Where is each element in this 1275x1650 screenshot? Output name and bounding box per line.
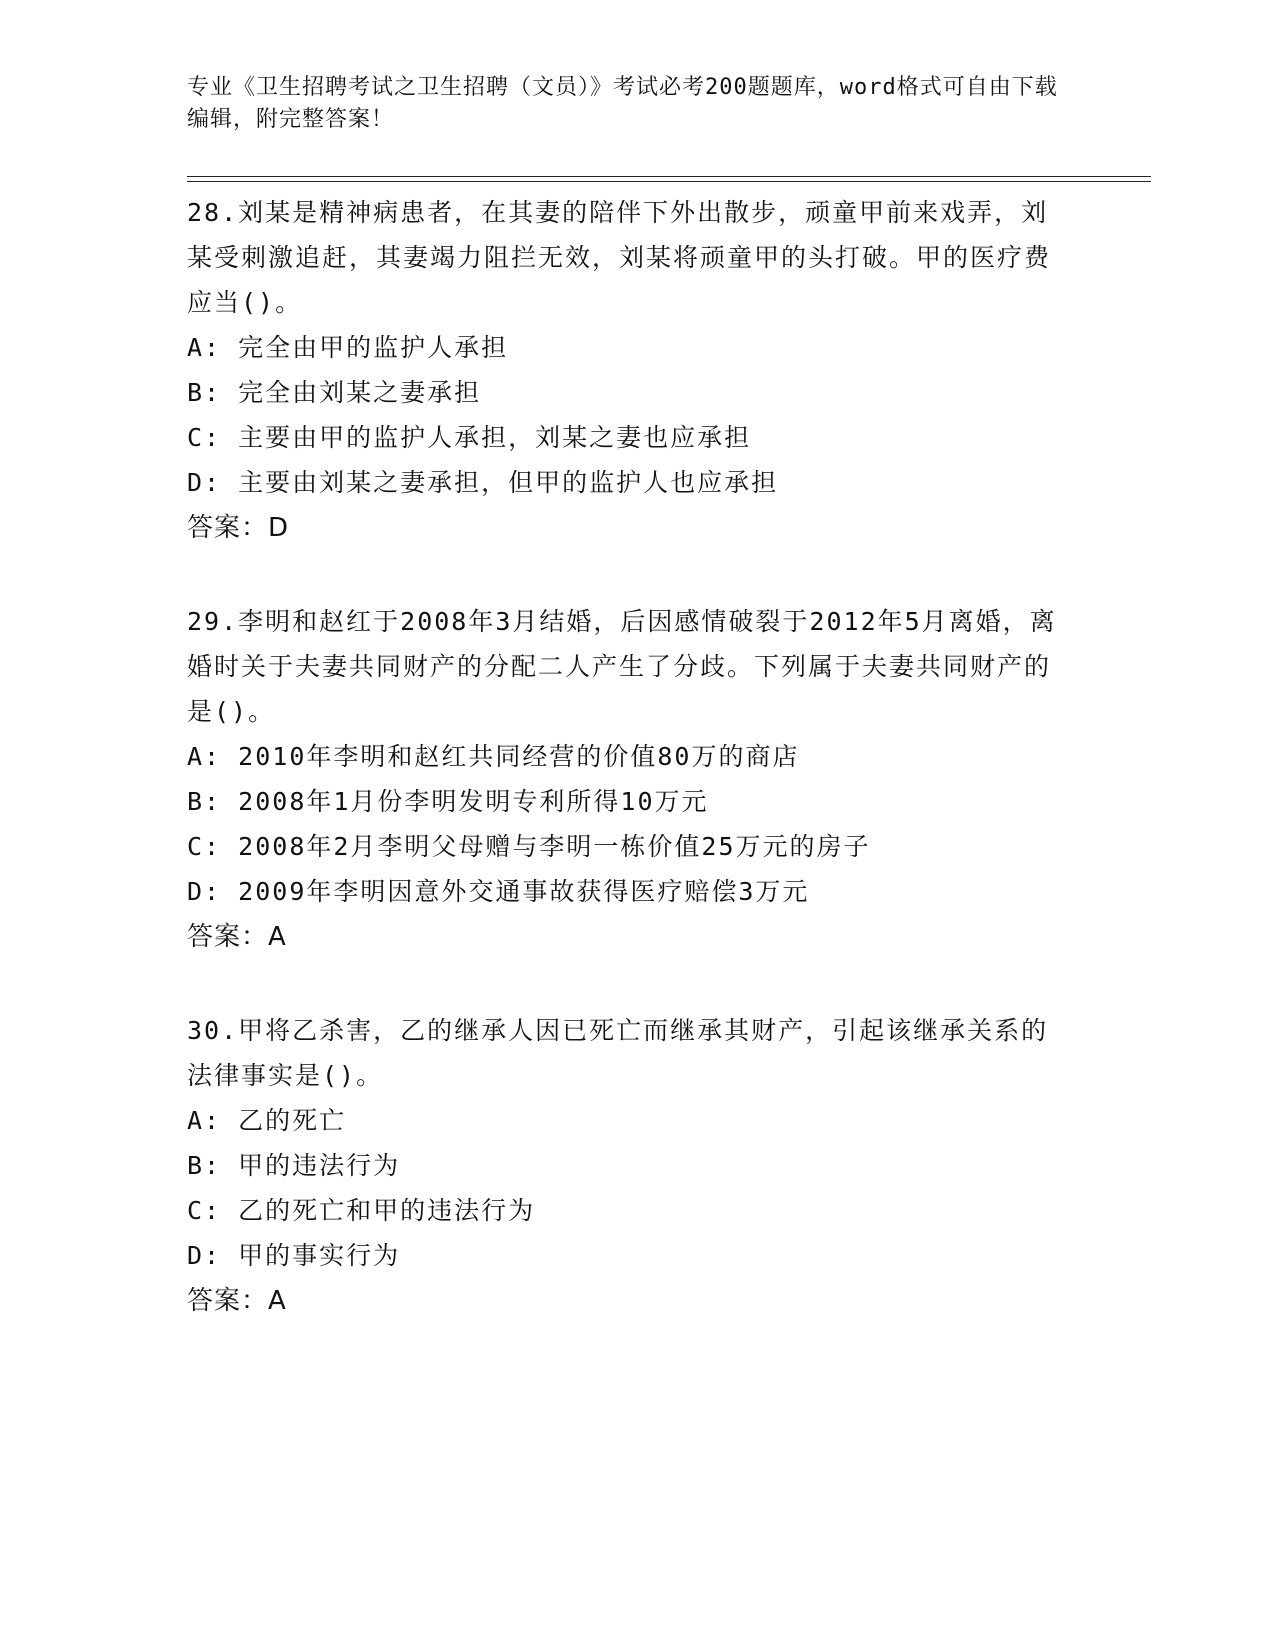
option-text: 主要由刘某之妻承担，但甲的监护人也应承担 bbox=[238, 468, 779, 497]
option-list bbox=[187, 734, 1067, 914]
question-stem: 28.刘某是精神病患者，在其妻的陪伴下外出散步，顽童甲前来戏弄，刘某受刺激追赶，其妻竭力阻拦无效，刘某将顽童甲的头打破。甲的医疗费应当()。 bbox=[187, 198, 1052, 317]
option-text: 2008年1月份李明发明专利所得10万元 bbox=[238, 787, 709, 816]
option-letter: A: bbox=[187, 1106, 222, 1135]
header-divider-bottom bbox=[187, 181, 1151, 182]
question-28 bbox=[187, 190, 1067, 551]
question-30 bbox=[187, 1008, 1067, 1324]
document-header: 专业《卫生招聘考试之卫生招聘（文员）》考试必考200题题库，word格式可自由下载编辑，附完整答案！ bbox=[187, 75, 1058, 132]
option-b bbox=[187, 779, 1067, 824]
option-text: 2008年2月李明父母赠与李明一栋价值25万元的房子 bbox=[238, 832, 871, 861]
option-list bbox=[187, 1098, 1067, 1278]
option-text: 乙的死亡和甲的违法行为 bbox=[238, 1196, 536, 1225]
option-letter: B: bbox=[187, 787, 222, 816]
option-text: 主要由甲的监护人承担，刘某之妻也应承担 bbox=[238, 423, 752, 452]
option-text: 2010年李明和赵红共同经营的价值80万的商店 bbox=[238, 742, 800, 771]
option-c bbox=[187, 1188, 1067, 1233]
option-c bbox=[187, 415, 1067, 460]
option-letter: C: bbox=[187, 423, 222, 452]
option-a bbox=[187, 325, 1067, 370]
option-d bbox=[187, 460, 1067, 505]
question-stem: 29.李明和赵红于2008年3月结婚，后因感情破裂于2012年5月离婚，离婚时关于夫妻共同财产的分配二人产生了分歧。下列属于夫妻共同财产的是()。 bbox=[187, 607, 1057, 726]
option-b bbox=[187, 1143, 1067, 1188]
option-a bbox=[187, 734, 1067, 779]
header-divider-top bbox=[187, 176, 1151, 177]
option-letter: A: bbox=[187, 333, 222, 362]
option-d bbox=[187, 869, 1067, 914]
question-29 bbox=[187, 599, 1067, 960]
option-letter: C: bbox=[187, 1196, 222, 1225]
option-text: 完全由刘某之妻承担 bbox=[238, 378, 482, 407]
option-letter: D: bbox=[187, 877, 222, 906]
option-letter: D: bbox=[187, 468, 222, 497]
option-letter: A: bbox=[187, 742, 222, 771]
option-letter: C: bbox=[187, 832, 222, 861]
answer-line: 答案：D bbox=[187, 513, 290, 543]
option-text: 完全由甲的监护人承担 bbox=[238, 333, 509, 362]
option-letter: B: bbox=[187, 1151, 222, 1180]
option-a bbox=[187, 1098, 1067, 1143]
option-text: 甲的事实行为 bbox=[238, 1241, 401, 1270]
option-list bbox=[187, 325, 1067, 505]
option-letter: D: bbox=[187, 1241, 222, 1270]
option-text: 甲的违法行为 bbox=[238, 1151, 401, 1180]
answer-line: 答案：A bbox=[187, 922, 287, 952]
option-text: 2009年李明因意外交通事故获得医疗赔偿3万元 bbox=[238, 877, 810, 906]
option-letter: B: bbox=[187, 378, 222, 407]
option-c bbox=[187, 824, 1067, 869]
question-stem: 30.甲将乙杀害，乙的继承人因已死亡而继承其财产，引起该继承关系的法律事实是()。 bbox=[187, 1016, 1049, 1090]
option-text: 乙的死亡 bbox=[238, 1106, 347, 1135]
option-b bbox=[187, 370, 1067, 415]
answer-line: 答案：A bbox=[187, 1286, 287, 1316]
option-d bbox=[187, 1233, 1067, 1278]
